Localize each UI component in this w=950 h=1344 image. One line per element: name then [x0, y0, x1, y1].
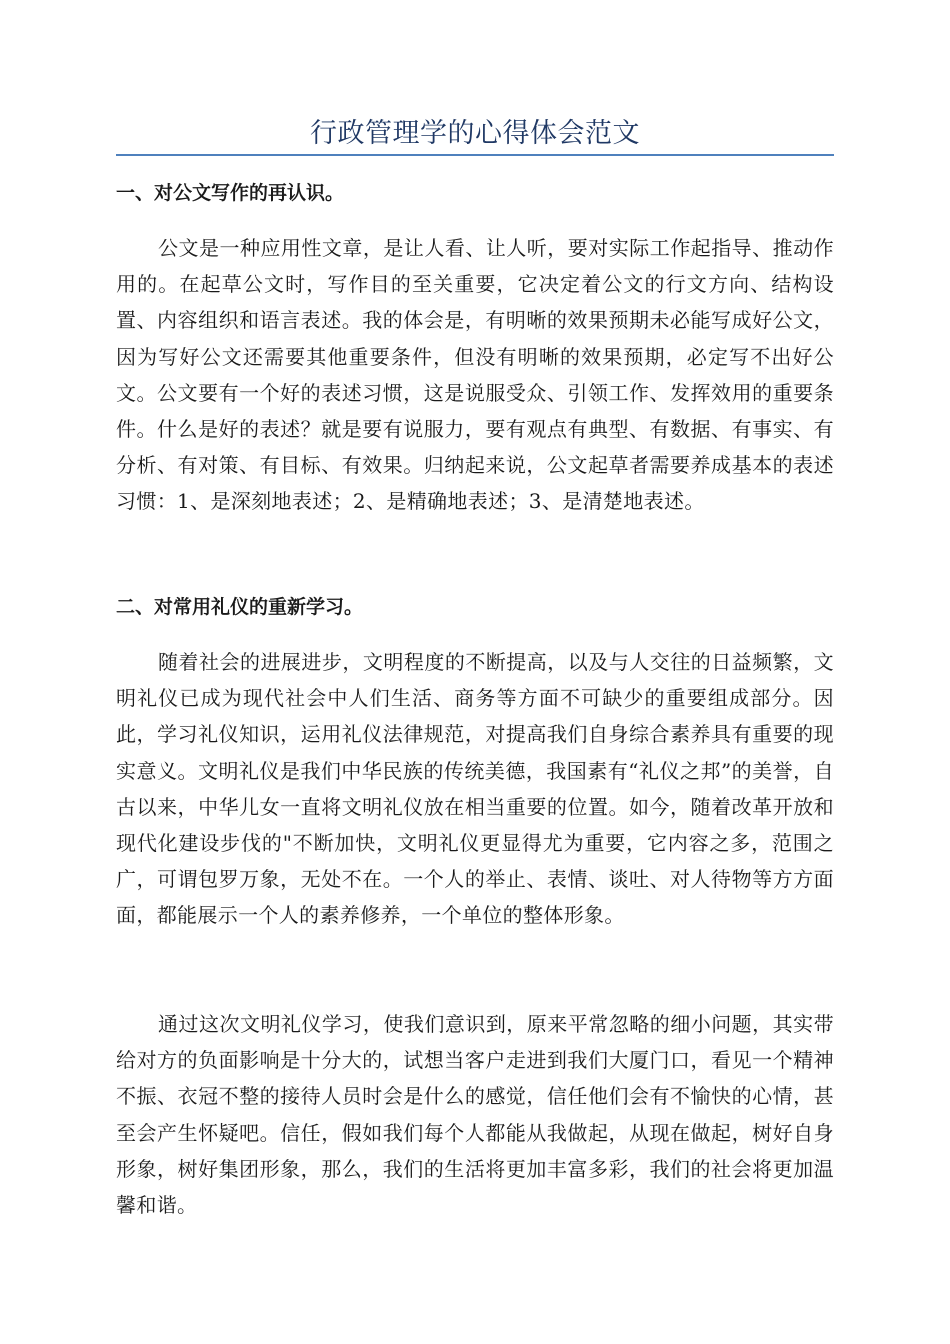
section-heading-1: 一、对公文写作的再认识。 — [116, 182, 345, 204]
page-title: 行政管理学的心得体会范文 — [310, 118, 640, 149]
title-underline — [116, 154, 834, 156]
section-heading-2: 二、对常用礼仪的重新学习。 — [116, 596, 364, 618]
section-2-paragraph-1: 随着社会的进展进步，文明程度的不断提高，以及与人交往的日益频繁，文明礼仪已成为现代社会中人们生活、商务等方面不可缺少的重要组成部分。因此，学习礼仪知识，运用礼仪法律规范，对提高我们自身综合素养具有重要的现实意义。文明礼仪是我们中华民族的传统美德，我国素有“礼仪之邦”的美誉，自古以来，中华儿女一直将文明礼仪放在相当重要的位置。如今，随着改革开放和现代化建设步伐的"不断加快，文明礼仪更显得尤为重要，它内容之多，范围之广，可谓包罗万象，无处不在。一个人的举止、表情、谈吐、对人待物等方方面面，都能展示一个人的素养修养，一个单位的整体形象。 — [116, 650, 834, 928]
section-2-paragraph-2: 通过这次文明礼仪学习，使我们意识到，原来平常忽略的细小问题，其实带给对方的负面影响是十分大的，试想当客户走进到我们大厦门口，看见一个精神不振、衣冠不整的接待人员时会是什么的感觉，信任他们会有不愉快的心情，甚至会产生怀疑吧。信任，假如我们每个人都能从我做起，从现在做起，树好自身形象，树好集团形象，那么，我们的生活将更加丰富多彩，我们的社会将更加温馨和谐。 — [116, 1012, 834, 1218]
section-1-paragraph-1: 公文是一种应用性文章，是让人看、让人听，要对实际工作起指导、推动作用的。在起草公文时，写作目的至关重要，它决定着公文的行文方向、结构设置、内容组织和语言表述。我的体会是，有明晰的效果预期未必能写成好公文，因为写好公文还需要其他重要条件，但没有明晰的效果预期，必定写不出好公文。公文要有一个好的表述习惯，这是说服受众、引领工作、发挥效用的重要条件。什么是好的表述？就是要有说服力，要有观点有典型、有数据、有事实、有分析、有对策、有目标、有效果。归纳起来说，公文起草者需要养成基本的表述习惯：1、是深刻地表述；2、是精确地表述；3、是清楚地表述。 — [116, 236, 834, 514]
